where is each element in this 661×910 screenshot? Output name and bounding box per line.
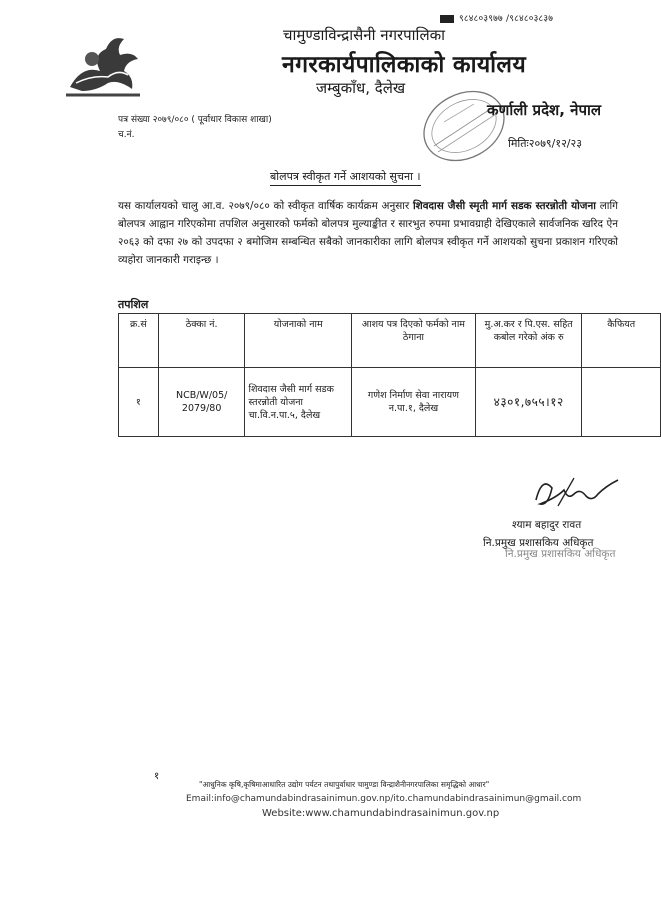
municipality-name: चामुण्डाविन्द्रासैनी नगरपालिका <box>283 26 446 44</box>
office-name: नगरकार्यपालिकाको कार्यालय <box>282 52 526 78</box>
col-header-contract-no: ठेक्का नं. <box>158 314 245 368</box>
table-header-row <box>119 314 661 368</box>
footer-slogan: "आधुनिक कृषि,कृषिमाआधारित उद्योग पर्यटन तथापुर्वाधार चामुण्डा विन्द्राशैनीनगरपालिका समृद्धिको आधार" <box>199 780 490 789</box>
table-row <box>119 368 661 437</box>
col-header-project: योजनाको नाम <box>245 314 351 368</box>
footer-email: Email:info@chamundabindrasainimun.gov.np/ito.chamundabindrasainimun@gmail.com <box>186 794 582 804</box>
col-header-sn: क्र.सं <box>119 314 159 368</box>
province-name: कर्णाली प्रदेश, नेपाल <box>487 101 602 119</box>
table-caption: तपशिल <box>118 298 149 311</box>
cell-remarks <box>582 368 661 437</box>
body-project: शिवदास जैसी स्मृती मार्ग सडक स्तरन्नोती योजना <box>412 200 596 212</box>
cell-project: शिवदास जैसी मार्ग सडक स्तरन्नोती योजना चा.वि.न.पा.५, दैलेख <box>245 368 351 437</box>
col-header-firm: आशय पत्र दिएको फर्मको नाम ठेगाना <box>351 314 475 368</box>
notice-title: बोलपत्र स्वीकृत गर्ने आशयको सुचना । <box>270 169 421 186</box>
signatory-name: श्याम बहादुर रावत <box>512 519 582 531</box>
reference-number: पत्र संख्या २०७९/०८० ( पूर्वाधार विकास शाखा) <box>118 115 272 125</box>
phone-text: ९८४८०३९७७ /९८४८०३८३७ <box>459 14 554 24</box>
signatory-stamp: नि.प्रमुख प्रशासकिय अधिकृत <box>505 548 616 560</box>
signature-mark <box>528 470 624 514</box>
office-stamp <box>414 86 514 166</box>
body-suffix: लागि बोलपत्र आह्वान गरिएकोमा तपशिल अनुसारको फर्मको बोलपत्र मुल्याङ्कीत र सारभुत रुपमा प्रभावग्राही देखिएकाले सार्वजनिक खरिद ऐन २०६३ को दफा २७ को उपदफा २ बमोजिम सम्बन्धित सबैको जानकारीका लागि बोलपत्र स्वीकृत गर्ने आशयको सुचना प्रकाशन गरिएको व्यहोरा जानकारी गराइन्छ । <box>118 200 618 266</box>
notice-body <box>118 197 618 269</box>
dispatch-number: च.नं. <box>118 130 135 140</box>
margin-mark: १ <box>154 771 160 782</box>
col-header-amount: मु.अ.कर र पि.एस. सहित कबोल गरेको अंक रु <box>475 314 582 368</box>
phone-number <box>440 11 553 24</box>
footer-website: Website:www.chamundabindrasainimun.gov.np <box>262 808 500 819</box>
signatory-title: नि.प्रमुख प्रशासकिय अधिकृत <box>483 537 594 549</box>
cell-amount: ४३०१,७५५।१२ <box>475 368 582 437</box>
municipality-logo <box>62 25 144 99</box>
letter-date: मितिः२०७९/१२/२३ <box>508 137 582 150</box>
col-header-remarks: कैफियत <box>582 314 661 368</box>
cell-firm: गणेश निर्माण सेवा नारायण न.पा.१, दैलेख <box>351 368 475 437</box>
cell-sn: १ <box>119 368 159 437</box>
office-address: जम्बुकाँध, दैलेख <box>316 79 406 97</box>
phone-icon <box>440 15 454 23</box>
details-table <box>118 313 661 437</box>
body-prefix: यस कार्यालयको चालु आ.व. २०७९/०८० को स्वीकृत वार्षिक कार्यक्रम अनुसार <box>118 200 410 212</box>
cell-contract-no: NCB/W/05/ 2079/80 <box>158 368 245 437</box>
